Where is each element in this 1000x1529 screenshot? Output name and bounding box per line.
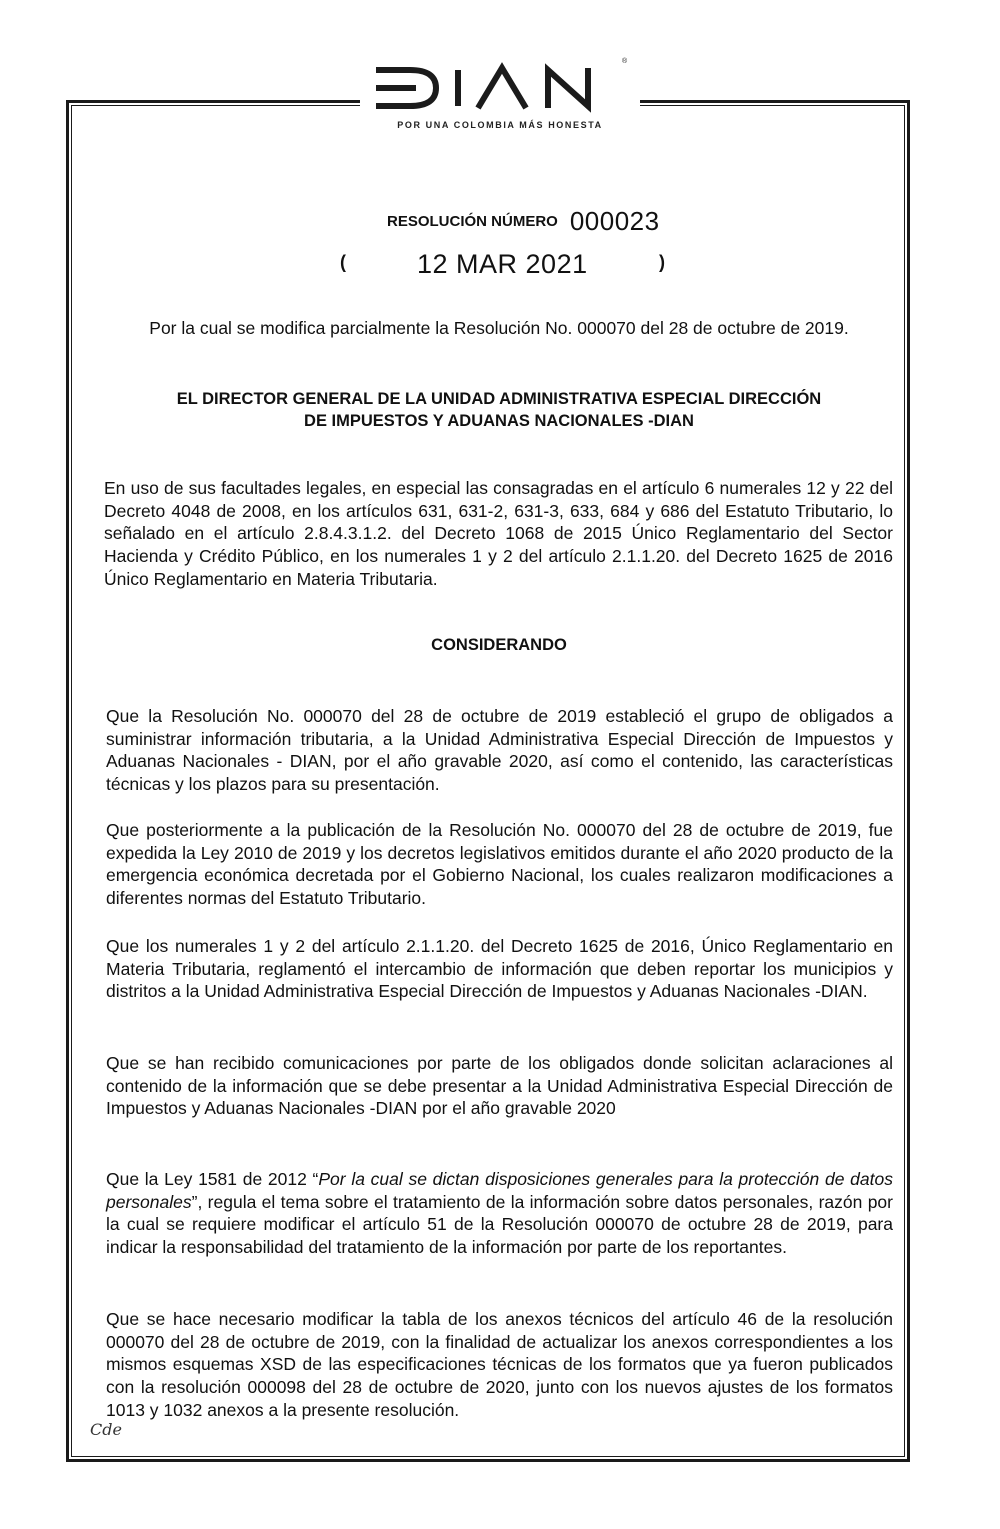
- considering-paragraph-6: Que se hace necesario modificar la tabla de los anexos técnicos del artículo 46 de la resolución 000070 del 28 de octubre de 2019, con la finalidad de actualizar los anexos correspondientes a los mismos esquemas XSD de las especificaciones técnicas de los formatos que ya fueron publicados con la resolución 000098 del 28 de octubre de 2020, junto con los nuevos ajustes de los formatos 1013 y 1032 anexos a la presente resolución.: [106, 1309, 893, 1420]
- date-paren-close: ): [659, 252, 665, 272]
- issuer-heading: [104, 388, 894, 432]
- p5-text-start: Que la Ley 1581 de 2012 “: [106, 1169, 319, 1189]
- considering-paragraph-4: Que se han recibido comunicaciones por parte de los obligados donde solicitan aclaraciones al contenido de la información que se debe presentar a la Unidad Administrativa Especial Dirección de Impuestos y Aduanas Nacionales -DIAN por el año gravable 2020: [106, 1053, 893, 1119]
- resolution-heading: [387, 206, 660, 237]
- p5-text-end: ”, regula el tema sobre el tratamiento de la información sobre datos personales, razón por la cual se requiere modificar el artículo 51 de la Resolución 000070 de octubre 28 de 2019, para indicar la responsabilidad del tratamiento de la información por parte de los reportantes.: [106, 1191, 893, 1258]
- resolution-subject: Por la cual se modifica parcialmente la Resolución No. 000070 del 28 de octubre de 2019.: [149, 318, 849, 338]
- considering-paragraph-1: Que la Resolución No. 000070 del 28 de octubre de 2019 estableció el grupo de obligados a suministrar información tributaria, a la Unidad Administrativa Especial Dirección de Impuestos y Aduanas Nacionales - DIAN, por el año gravable 2020, así como el contenido, las características técnicas y los plazos para su presentación.: [106, 706, 893, 795]
- handwritten-initials: Cde: [90, 1420, 122, 1439]
- considering-paragraph-3: Que los numerales 1 y 2 del artículo 2.1.1.20. del Decreto 1625 de 2016, Único Reglamentario en Materia Tributaria, reglamentó el intercambio de información que deben reportar los municipios y distritos a la Unidad Administrativa Especial Dirección de Impuestos y Aduanas Nacionales -DIAN.: [106, 936, 893, 1002]
- date-paren-open: (: [340, 252, 346, 272]
- resolution-number: 000023: [569, 206, 660, 236]
- considering-paragraph-2: Que posteriormente a la publicación de la Resolución No. 000070 del 28 de octubre de 2019, fue expedida la Ley 2010 de 2019 y los decretos legislativos emitidos durante el año 2020 producto de la emergencia económica decretada por el Gobierno Nacional, los cuales realizaron modificaciones a diferentes normas del Estatuto Tributario.: [106, 820, 893, 909]
- faculties-paragraph: En uso de sus facultades legales, en especial las consagradas en el artículo 6 numerales 12 y 22 del Decreto 4048 de 2008, en los artículos 631, 631-2, 631-3, 633, 684 y 686 del Estatuto Tributario, lo señalado en el artículo 2.8.4.3.1.2. del Decreto 1068 de 2015 Único Reglamentario del Sector Hacienda y Crédito Público, en los numerales 1 y 2 del artículo 2.1.1.20. del Decreto 1625 de 2016 Único Reglamentario en Materia Tributaria.: [104, 478, 893, 589]
- issuer-line-2: DE IMPUESTOS Y ADUANAS NACIONALES -DIAN: [304, 412, 694, 430]
- resolution-date: 12 MAR 2021: [417, 249, 588, 279]
- dian-logo: [360, 58, 640, 136]
- dian-logo-mark: [370, 62, 630, 114]
- resolution-label: RESOLUCIÓN NÚMERO: [387, 213, 558, 230]
- considering-paragraph-5: [106, 1168, 893, 1259]
- issuer-line-1: EL DIRECTOR GENERAL DE LA UNIDAD ADMINISTRATIVA ESPECIAL DIRECCIÓN: [176, 390, 822, 408]
- considering-heading: CONSIDERANDO: [431, 636, 567, 654]
- law-title-quote: Por la cual se dictan disposiciones generales para la protección de datos personales: [106, 1169, 893, 1212]
- logo-tagline: POR UNA COLOMBIA MÁS HONESTA: [397, 120, 603, 130]
- registered-mark: ®: [622, 58, 628, 65]
